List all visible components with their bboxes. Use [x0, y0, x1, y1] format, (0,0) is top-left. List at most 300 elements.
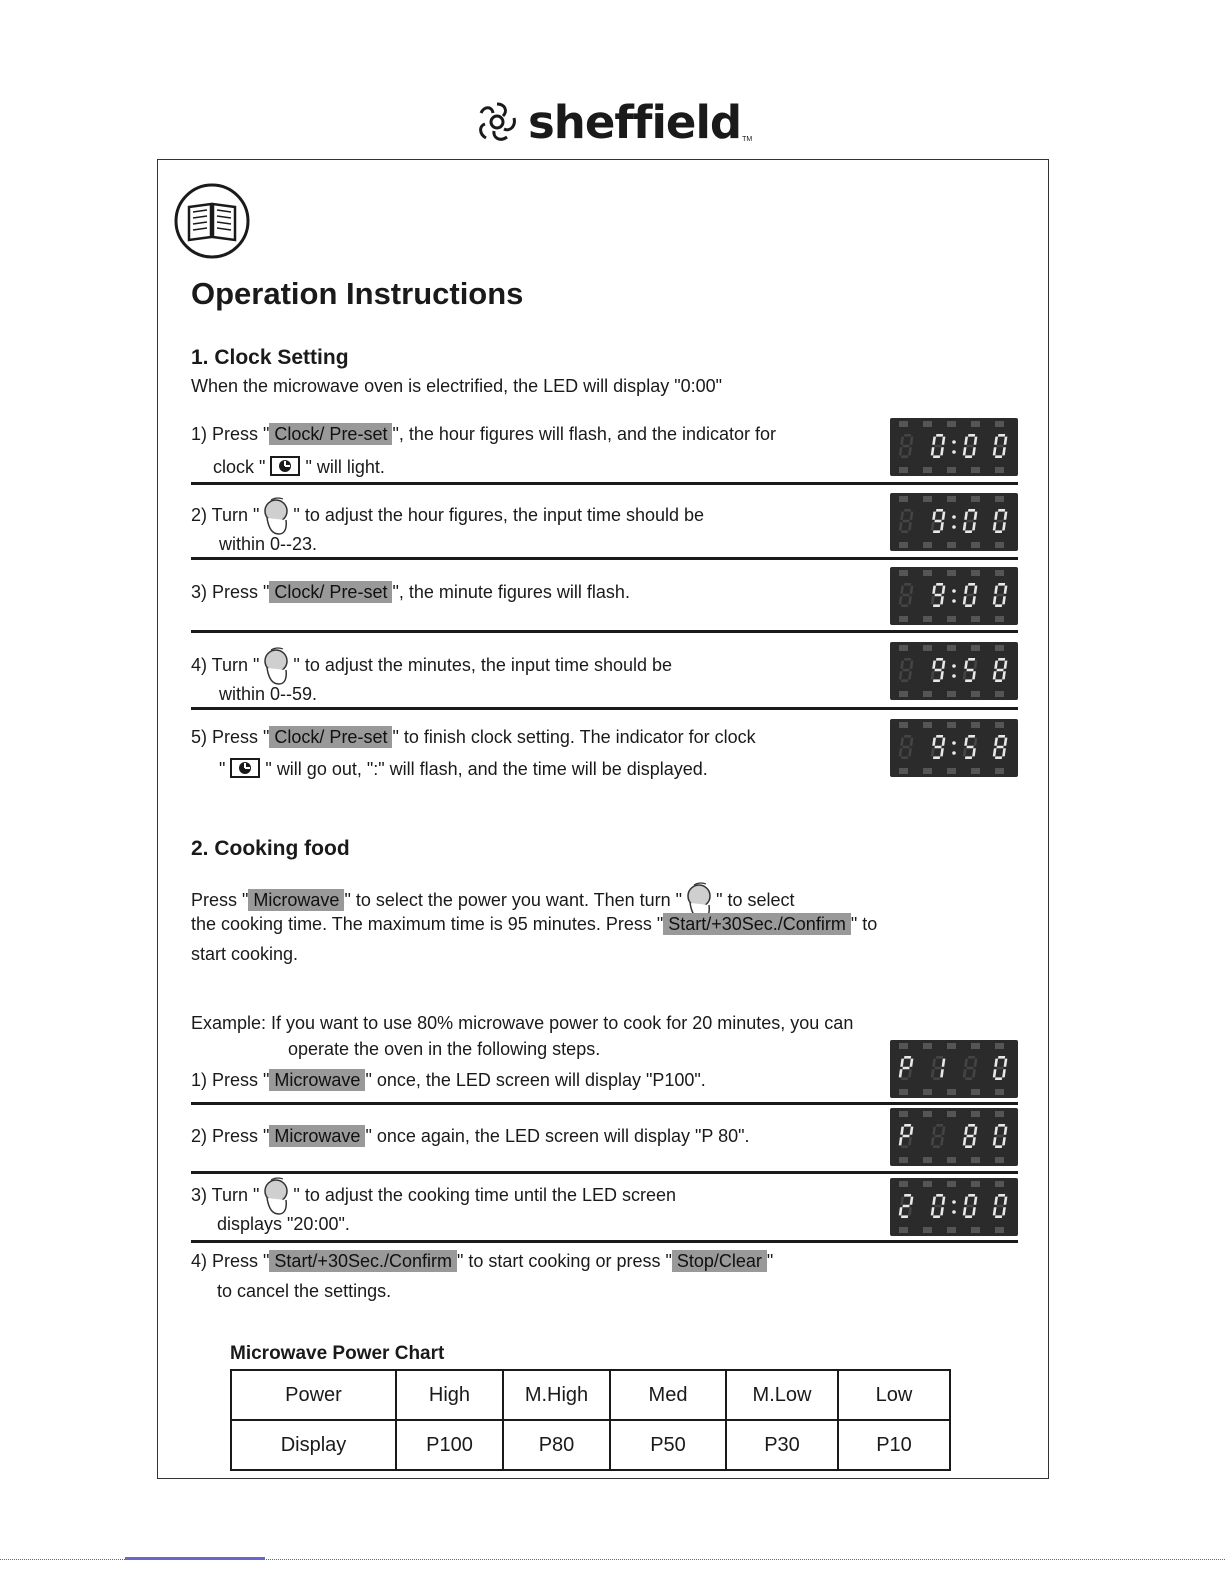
led-segment: [936, 658, 943, 661]
led-segment: [1004, 437, 1008, 445]
led-indicator: [899, 421, 908, 427]
led-segment: [974, 661, 978, 669]
led-indicator: [947, 421, 956, 427]
led-segment: [933, 756, 940, 759]
led-segment: [908, 1137, 912, 1145]
led-segment: [998, 1124, 1005, 1127]
led-segment: [1004, 1197, 1008, 1205]
led-segment: [1004, 738, 1008, 746]
led-segment: [966, 1205, 973, 1208]
led-segment: [908, 748, 912, 756]
led-segment: [936, 735, 943, 738]
table-row: [231, 1370, 950, 1420]
led-indicator: [971, 768, 980, 774]
led-segment: [963, 596, 967, 604]
led-display-clock-3: [890, 567, 1018, 625]
led-segment: [932, 1127, 936, 1135]
led-indicator: [971, 616, 980, 622]
led-indicator: [971, 691, 980, 697]
led-indicator: [947, 1227, 956, 1233]
led-segment: [932, 586, 936, 594]
led-segment: [1004, 512, 1008, 520]
led-segment: [940, 596, 944, 604]
led-segment: [936, 1124, 943, 1127]
led-segment: [972, 522, 976, 530]
led-indicator: [947, 1111, 956, 1117]
led-segment: [908, 671, 912, 679]
led-indicator: [971, 1043, 980, 1049]
table-cell: P80: [503, 1420, 610, 1470]
led-segment: [900, 437, 904, 445]
led-segment: [994, 512, 998, 520]
microwave-key: Microwave: [269, 1125, 365, 1147]
led-segment: [901, 756, 908, 759]
led-segment: [974, 437, 978, 445]
led-indicator: [923, 768, 932, 774]
led-segment: [993, 1137, 997, 1145]
led-indicator: [947, 645, 956, 651]
led-indicator: [899, 1227, 908, 1233]
divider: [191, 557, 1018, 560]
led-segment: [972, 596, 976, 604]
table-cell: P50: [610, 1420, 726, 1470]
led-segment: [1002, 1207, 1006, 1215]
led-indicator: [947, 616, 956, 622]
table-cell: Low: [838, 1370, 950, 1420]
led-segment: [965, 1077, 972, 1080]
led-segment: [899, 1137, 903, 1145]
led-segment: [910, 1197, 914, 1205]
led-segment: [995, 756, 1002, 759]
led-colon: [952, 751, 956, 755]
brand-logo: [474, 97, 752, 147]
led-segment: [942, 738, 946, 746]
led-segment: [902, 1067, 909, 1070]
led-segment: [1002, 1069, 1006, 1077]
led-indicator: [947, 1157, 956, 1163]
led-indicator: [971, 496, 980, 502]
led-indicator: [995, 722, 1004, 728]
led-indicator: [971, 1181, 980, 1187]
led-segment: [974, 1127, 978, 1135]
led-segment: [963, 522, 967, 530]
cooking-line-1: Press " Microwave " to select the power you want. Then turn " " to select: [191, 881, 795, 921]
led-segment: [901, 1077, 908, 1080]
led-segment: [901, 1215, 908, 1218]
led-segment: [1002, 447, 1006, 455]
led-segment: [931, 596, 935, 604]
cooking-food-heading: 2. Cooking food: [191, 837, 350, 860]
led-segment: [964, 1127, 968, 1135]
led-segment: [972, 671, 976, 679]
led-segment: [993, 1207, 997, 1215]
led-segment: [904, 434, 911, 437]
led-segment: [966, 1135, 973, 1138]
start-confirm-key: Start/+30Sec./Confirm: [663, 913, 851, 935]
led-segment: [964, 586, 968, 594]
led-segment: [931, 1069, 935, 1077]
led-indicator: [923, 467, 932, 473]
led-segment: [998, 735, 1005, 738]
led-indicator: [923, 691, 932, 697]
led-indicator: [899, 542, 908, 548]
led-segment: [902, 1205, 909, 1208]
led-segment: [966, 1067, 973, 1070]
led-segment: [996, 1067, 1003, 1070]
led-segment: [963, 671, 967, 679]
led-indicator: [923, 570, 932, 576]
led-colon: [952, 515, 956, 519]
led-segment: [908, 1069, 912, 1077]
led-segment: [972, 1207, 976, 1215]
led-indicator: [971, 1227, 980, 1233]
led-colon: [952, 450, 956, 454]
led-segment: [995, 1077, 1002, 1080]
led-indicator: [995, 1089, 1004, 1095]
led-display-cook-1: [890, 1040, 1018, 1098]
led-segment: [900, 1127, 904, 1135]
clock-step-5-line-1: 5) Press " Clock/ Pre-set " to finish clock setting. The indicator for clock: [191, 727, 756, 747]
led-indicator: [947, 722, 956, 728]
led-indicator: [899, 1111, 908, 1117]
led-segment: [904, 1194, 911, 1197]
led-segment: [964, 512, 968, 520]
led-segment: [936, 1056, 943, 1059]
clock-step-4-line-1: 4) Turn " " to adjust the minutes, the input time should be: [191, 646, 672, 686]
led-segment: [965, 530, 972, 533]
divider: [191, 630, 1018, 633]
power-chart-title: Microwave Power Chart: [230, 1343, 445, 1364]
led-segment: [932, 661, 936, 669]
scroll-thumb[interactable]: [125, 1557, 265, 1560]
led-digits: [890, 1178, 1018, 1236]
led-indicator: [923, 1181, 932, 1187]
led-segment: [974, 586, 978, 594]
led-segment: [995, 679, 1002, 682]
led-segment: [966, 445, 973, 448]
led-segment: [902, 746, 909, 749]
led-indicator: [923, 1227, 932, 1233]
led-segment: [993, 522, 997, 530]
clock-step-3: 3) Press " Clock/ Pre-set ", the minute figures will flash.: [191, 582, 630, 602]
led-segment: [964, 437, 968, 445]
led-segment: [900, 586, 904, 594]
table-cell: Display: [231, 1420, 396, 1470]
led-segment: [968, 434, 975, 437]
divider: [191, 707, 1018, 710]
led-indicator: [899, 1157, 908, 1163]
led-indicator: [971, 542, 980, 548]
led-segment: [1002, 748, 1006, 756]
clock-step-5-line-2: " " will go out, ":" will flash, and the time will be displayed.: [219, 759, 708, 779]
led-display-clock-5: [890, 719, 1018, 777]
led-digits: [890, 567, 1018, 625]
led-segment: [972, 1137, 976, 1145]
led-indicator: [995, 542, 1004, 548]
led-segment: [902, 445, 909, 448]
led-segment: [942, 1127, 946, 1135]
page-title: Operation Instructions: [191, 276, 524, 311]
clock-step-1-line-2: clock " " will light.: [213, 457, 385, 477]
led-segment: [974, 1059, 978, 1067]
led-segment: [964, 661, 968, 669]
led-segment: [994, 1197, 998, 1205]
led-segment: [900, 738, 904, 746]
led-indicator: [995, 570, 1004, 576]
led-segment: [931, 748, 935, 756]
example-line-1: Example: If you want to use 80% microwave power to cook for 20 minutes, you can: [191, 1013, 854, 1033]
led-segment: [968, 658, 975, 661]
led-indicator: [971, 722, 980, 728]
led-display-cook-3: [890, 1178, 1018, 1236]
led-segment: [934, 520, 941, 523]
led-segment: [904, 1056, 911, 1059]
led-segment: [900, 661, 904, 669]
led-colon: [952, 1200, 956, 1204]
led-segment: [1004, 586, 1008, 594]
led-segment: [932, 738, 936, 746]
led-segment: [934, 746, 941, 749]
led-indicator: [899, 467, 908, 473]
clock-preset-key: Clock/ Pre-set: [269, 726, 392, 748]
led-segment: [994, 586, 998, 594]
led-segment: [942, 1059, 946, 1067]
clock-step-2-line-1: 2) Turn " " to adjust the hour figures, the input time should be: [191, 496, 704, 536]
table-cell: P100: [396, 1420, 503, 1470]
led-segment: [968, 735, 975, 738]
led-indicator: [995, 1043, 1004, 1049]
led-segment: [998, 1194, 1005, 1197]
led-segment: [902, 520, 909, 523]
led-segment: [899, 1207, 903, 1215]
led-segment: [994, 1059, 998, 1067]
led-segment: [901, 679, 908, 682]
led-indicator: [995, 645, 1004, 651]
led-indicator: [923, 542, 932, 548]
led-indicator: [923, 421, 932, 427]
led-segment: [901, 455, 908, 458]
led-segment: [994, 738, 998, 746]
led-indicator: [971, 1111, 980, 1117]
led-segment: [932, 1059, 936, 1067]
led-segment: [910, 1059, 914, 1067]
led-segment: [966, 746, 973, 749]
led-segment: [902, 669, 909, 672]
stop-clear-key: Stop/Clear: [672, 1250, 767, 1272]
led-indicator: [899, 768, 908, 774]
led-colon: [952, 674, 956, 678]
led-segment: [998, 1056, 1005, 1059]
led-indicator: [995, 496, 1004, 502]
led-digits: [890, 642, 1018, 700]
led-indicator: [923, 1157, 932, 1163]
led-indicator: [923, 1043, 932, 1049]
led-segment: [972, 447, 976, 455]
clock-step-2-line-2: within 0--23.: [219, 534, 318, 554]
led-segment: [932, 512, 936, 520]
led-indicator: [923, 722, 932, 728]
led-segment: [899, 748, 903, 756]
led-indicator: [947, 1181, 956, 1187]
led-segment: [940, 522, 944, 530]
led-display-cook-2: [890, 1108, 1018, 1166]
led-segment: [963, 1207, 967, 1215]
led-colon: [952, 589, 956, 593]
led-segment: [974, 738, 978, 746]
table-cell: P30: [726, 1420, 838, 1470]
led-indicator: [995, 1227, 1004, 1233]
led-colon: [952, 1210, 956, 1214]
led-segment: [996, 669, 1003, 672]
led-segment: [942, 586, 946, 594]
led-indicator: [947, 1043, 956, 1049]
led-segment: [902, 1135, 909, 1138]
led-indicator: [899, 1089, 908, 1095]
led-segment: [965, 756, 972, 759]
led-segment: [993, 671, 997, 679]
led-segment: [972, 748, 976, 756]
table-cell: M.High: [503, 1370, 610, 1420]
led-colon: [952, 440, 956, 444]
led-colon: [952, 599, 956, 603]
led-indicator: [995, 768, 1004, 774]
led-segment: [899, 596, 903, 604]
led-segment: [936, 1194, 943, 1197]
cooking-line-3: start cooking.: [191, 944, 299, 964]
knob-dial-icon: [259, 496, 293, 536]
led-indicator: [923, 1089, 932, 1095]
led-indicator: [899, 645, 908, 651]
led-segment: [900, 1059, 904, 1067]
led-segment: [936, 583, 943, 586]
cooking-line-2: the cooking time. The maximum time is 95 minutes. Press " Start/+30Sec./Confirm " to: [191, 914, 878, 934]
led-segment: [995, 1215, 1002, 1218]
cooking-step-3-line-1: 3) Turn " " to adjust the cooking time until the LED screen: [191, 1176, 676, 1216]
led-segment: [963, 748, 967, 756]
led-segment: [1002, 1137, 1006, 1145]
led-indicator: [995, 1111, 1004, 1117]
led-digits: [890, 418, 1018, 476]
led-segment: [934, 669, 941, 672]
led-indicator: [971, 570, 980, 576]
led-segment: [942, 1197, 946, 1205]
led-segment: [934, 1067, 941, 1070]
led-digits: [890, 719, 1018, 777]
clock-indicator-icon: [270, 456, 300, 476]
brand-name: sheffield: [528, 95, 742, 149]
led-indicator: [947, 570, 956, 576]
led-indicator: [899, 691, 908, 697]
led-segment: [908, 522, 912, 530]
led-segment: [968, 1056, 975, 1059]
led-segment: [936, 509, 943, 512]
led-segment: [996, 1135, 1003, 1138]
led-segment: [900, 1197, 904, 1205]
led-indicator: [947, 1089, 956, 1095]
led-indicator: [899, 496, 908, 502]
clock-preset-key: Clock/ Pre-set: [269, 423, 392, 445]
example-line-2: operate the oven in the following steps.: [288, 1039, 601, 1059]
cooking-step-4-line-1: 4) Press " Start/+30Sec./Confirm " to start cooking or press " Stop/Clear ": [191, 1251, 774, 1271]
led-display-clock-4: [890, 642, 1018, 700]
led-segment: [993, 596, 997, 604]
led-segment: [910, 1127, 914, 1135]
led-segment: [963, 447, 967, 455]
manual-book-icon: [173, 182, 251, 260]
led-segment: [931, 1207, 935, 1215]
led-indicator: [971, 421, 980, 427]
divider: [191, 1171, 1018, 1174]
led-indicator: [923, 1111, 932, 1117]
table-cell: Med: [610, 1370, 726, 1420]
led-colon: [952, 525, 956, 529]
led-indicator: [947, 467, 956, 473]
led-display-clock-2: [890, 493, 1018, 551]
led-segment: [904, 735, 911, 738]
led-segment: [994, 437, 998, 445]
led-segment: [942, 512, 946, 520]
led-segment: [904, 509, 911, 512]
led-indicator: [995, 1181, 1004, 1187]
led-segment: [965, 1145, 972, 1148]
led-indicator: [923, 616, 932, 622]
led-indicator: [971, 1089, 980, 1095]
led-segment: [931, 522, 935, 530]
led-segment: [940, 1137, 944, 1145]
sheffield-logo-icon: [474, 99, 520, 145]
clock-setting-heading: 1. Clock Setting: [191, 346, 349, 369]
microwave-key: Microwave: [269, 1069, 365, 1091]
led-segment: [934, 445, 941, 448]
led-segment: [908, 596, 912, 604]
led-segment: [964, 738, 968, 746]
led-indicator: [923, 496, 932, 502]
clock-step-4-line-2: within 0--59.: [219, 684, 318, 704]
led-segment: [972, 1069, 976, 1077]
instruction-frame: [157, 159, 1049, 1479]
led-segment: [933, 530, 940, 533]
led-segment: [1002, 522, 1006, 530]
led-segment: [1004, 661, 1008, 669]
led-segment: [901, 604, 908, 607]
led-indicator: [995, 421, 1004, 427]
led-segment: [942, 437, 946, 445]
led-segment: [933, 455, 940, 458]
led-segment: [965, 1215, 972, 1218]
led-segment: [942, 661, 946, 669]
table-cell: Power: [231, 1370, 396, 1420]
led-segment: [936, 434, 943, 437]
led-segment: [908, 1207, 912, 1215]
led-segment: [933, 604, 940, 607]
led-segment: [995, 604, 1002, 607]
led-segment: [963, 1137, 967, 1145]
table-row: [231, 1420, 950, 1470]
led-indicator: [995, 691, 1004, 697]
led-segment: [998, 583, 1005, 586]
led-segment: [963, 1069, 967, 1077]
led-segment: [966, 669, 973, 672]
led-segment: [933, 1077, 940, 1080]
led-indicator: [971, 467, 980, 473]
led-indicator: [899, 570, 908, 576]
led-segment: [965, 604, 972, 607]
clock-intro: When the microwave oven is electrified, the LED will display "0:00": [191, 376, 723, 396]
led-segment: [899, 1069, 903, 1077]
led-segment: [993, 748, 997, 756]
divider: [191, 482, 1018, 485]
led-segment: [899, 671, 903, 679]
